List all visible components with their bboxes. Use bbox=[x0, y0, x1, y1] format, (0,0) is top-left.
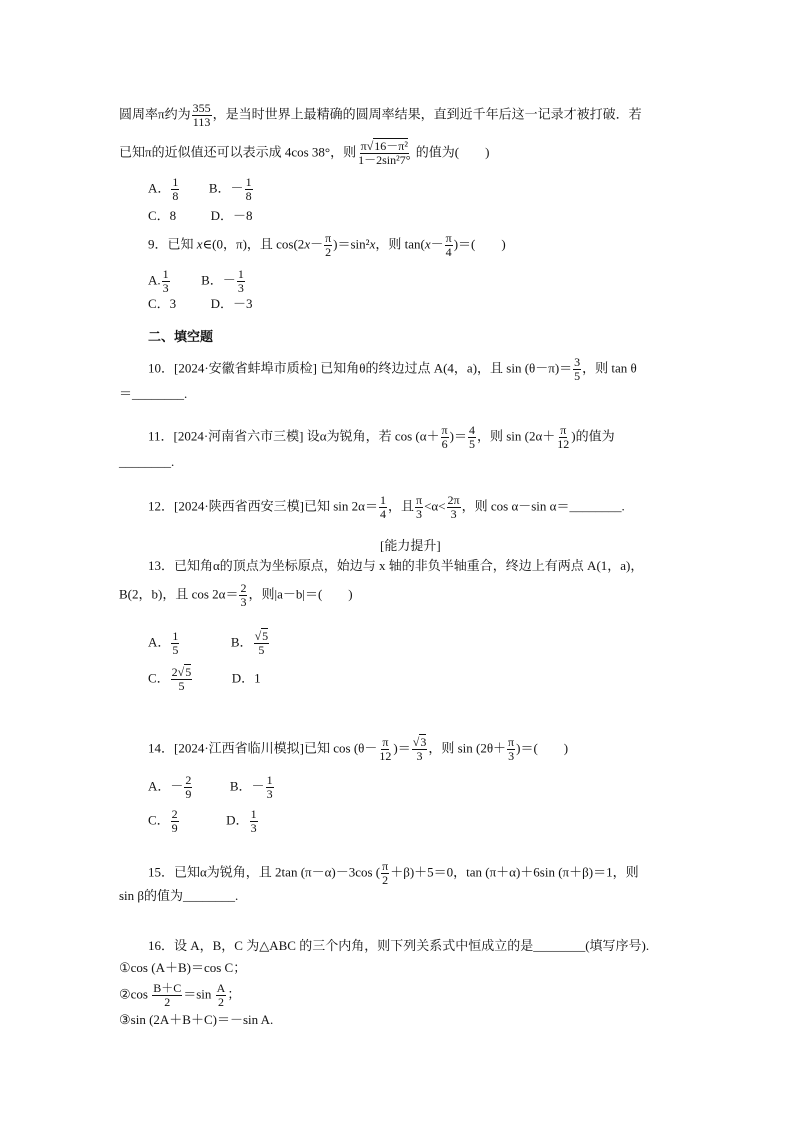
q16-item2: ②cos $\frac{B+C}{2}$ ＝sin $\frac{A}{2}$ ； bbox=[119, 981, 241, 1009]
q13-line1: 13．已知角α的顶点为坐标原点，始边与 x 轴的非负半轴重合，终边上有两点 A(1，a)， bbox=[148, 558, 644, 573]
q10-line2: ＝________. bbox=[119, 386, 188, 401]
option-d: D．－8 bbox=[210, 208, 253, 223]
fraction-pi-4: $\frac{\pi}{4}$ bbox=[445, 231, 452, 259]
fraction-pi-3: $\frac{\pi}{3}$ bbox=[416, 493, 423, 521]
q14-option-b-fraction: $\frac{1}{3}$ bbox=[266, 773, 273, 801]
fraction-pi-2-b: $\frac{\pi}{2}$ bbox=[382, 859, 389, 887]
q13-option-c-fraction: $\frac{2√5}{5}$ bbox=[171, 665, 192, 693]
option-b-fraction: $\frac{1}{8}$ bbox=[245, 175, 252, 203]
q14-option-d-fraction: $\frac{1}{3}$ bbox=[250, 807, 257, 835]
fraction-pi-sqrt: $\frac{\text{π√16－π²}}{\text{1－2sin²7°}}$ bbox=[358, 139, 411, 167]
q15-line1: 15．已知α为锐角，且 2tan (π－α)－3cos ( $\frac{\pi}{2}$ ＋β)＋5＝0，tan (π＋α)＋6sin (π＋β)＝1，则 bbox=[148, 859, 639, 887]
fraction-pi-12-b: $\frac{\pi}{12}$ bbox=[379, 735, 392, 763]
fraction-sqrt3-3: $\frac{√3}{3}$ bbox=[412, 735, 427, 763]
fraction-pi-2: $\frac{\pi}{2}$ bbox=[325, 231, 332, 259]
q14-option-a-fraction: $\frac{2}{9}$ bbox=[185, 773, 192, 801]
intro2-text-b: 的值为( ) bbox=[415, 144, 490, 160]
fraction-4-5: $\frac{4}{5}$ bbox=[468, 423, 475, 451]
intro-line-1 bbox=[119, 102, 642, 129]
q11-line2: ________. bbox=[119, 454, 175, 469]
q13-line2: B(2，b)，且 cos 2α＝ $\frac{2}{3}$ ，则|a－b|＝( ) bbox=[119, 581, 353, 609]
fraction-1-4: $\frac{1}{4}$ bbox=[379, 493, 386, 521]
section-title: 二、填空题 bbox=[148, 330, 214, 345]
fraction-pi-3-b: $\frac{\pi}{3}$ bbox=[508, 735, 515, 763]
q10-line1: 10．[2024·安徽省蚌埠市质检] 已知角θ的终边过点 A(4，a)，且 sin (θ－π)＝ $\frac{3}{5}$ ，则 tan θ bbox=[148, 355, 637, 383]
fraction-3-5: $\frac{3}{5}$ bbox=[574, 355, 581, 383]
fraction-355-113: $\frac{355}{113}$ bbox=[192, 101, 211, 129]
fraction-a-2: $\frac{A}{2}$ bbox=[216, 981, 226, 1009]
q9-stem: 9．已知 x∈(0，π)，且 cos(2x－ $\frac{\pi}{2}$ )＝sin²x，则 tan(x－ $\frac{\pi}{4}$ )＝( ) bbox=[148, 231, 506, 259]
fraction-2-3: $\frac{2}{3}$ bbox=[240, 581, 247, 609]
option-a-fraction: $\frac{1}{8}$ bbox=[172, 175, 179, 203]
q16-item1: ①cos (A＋B)＝cos C； bbox=[119, 960, 247, 975]
option-b-label: B．－ bbox=[208, 180, 244, 196]
q13-options-row2: C． $\frac{2√5}{5}$ D．1 bbox=[148, 665, 261, 693]
q14-options-row1: A．－ $\frac{2}{9}$ B．－ $\frac{1}{3}$ bbox=[148, 773, 273, 801]
fraction-2pi-3: $\frac{2\pi}{3}$ bbox=[447, 493, 460, 521]
option-a-label: A． bbox=[148, 180, 171, 196]
q13-option-b-fraction: $\frac{√5}{5}$ bbox=[254, 629, 269, 657]
q11-line1: 11．[2024·河南省六市三模] 设α为锐角，若 cos (α＋ $\frac{\pi}{6}$ )＝ $\frac{4}{5}$ ，则 sin (2α＋ $\frac{\pi}{12}$ )的值为 bbox=[148, 423, 615, 451]
fraction-pi-6: $\frac{\pi}{6}$ bbox=[441, 423, 448, 451]
q9-options-row1: A. $\frac{1}{3}$ B．－ $\frac{1}{3}$ bbox=[148, 267, 244, 295]
q16-item3: ③sin (2A＋B＋C)＝－sin A. bbox=[119, 1012, 274, 1027]
q14-option-c-fraction: $\frac{2}{9}$ bbox=[171, 807, 178, 835]
q14-line1: 14．[2024·江西省临川模拟]已知 cos (θ－ $\frac{\pi}{12}$ )＝ $\frac{√3}{3}$ ，则 sin (2θ＋ $\frac{\pi}{3}$ )＝( ) bbox=[148, 735, 569, 763]
q15-line2: sin β的值为________. bbox=[119, 888, 239, 903]
q14-options-row2: C． $\frac{2}{9}$ D． $\frac{1}{3}$ bbox=[148, 807, 257, 835]
fraction-pi-12: $\frac{\pi}{12}$ bbox=[557, 423, 570, 451]
intro-line-2 bbox=[119, 140, 489, 167]
intro-text-a: 圆周率π约为 bbox=[119, 106, 191, 122]
option-c: C．8 bbox=[148, 208, 177, 223]
q9-option-a-fraction: $\frac{1}{3}$ bbox=[162, 267, 169, 295]
ability-title: [能力提升] bbox=[380, 538, 441, 553]
intro-text-b: ，是当时世界上最精确的圆周率结果，直到近千年后这一记录才被打破．若 bbox=[212, 106, 642, 122]
q16-line1: 16．设 A，B，C 为△ABC 的三个内角，则下列关系式中恒成立的是________(填写序号). bbox=[148, 938, 650, 953]
q8-options-row2 bbox=[148, 208, 253, 224]
q13-options-row1: A． $\frac{1}{5}$ B． $\frac{√5}{5}$ bbox=[148, 629, 269, 657]
intro2-text-a: 已知π的近似值还可以表示成 4cos 38°，则 bbox=[119, 144, 357, 160]
q8-options-row1 bbox=[148, 176, 254, 203]
fraction-bc-2: $\frac{B+C}{2}$ bbox=[153, 981, 182, 1009]
q13-option-a-fraction: $\frac{1}{5}$ bbox=[172, 629, 179, 657]
q9-option-b-fraction: $\frac{1}{3}$ bbox=[237, 267, 244, 295]
q12-line1: 12．[2024·陕西省西安三模]已知 sin 2α＝ $\frac{1}{4}$ ，且 $\frac{\pi}{3}$ <α< $\frac{2\pi}{3}$ ，则 cos α－sin α＝________. bbox=[148, 493, 625, 521]
q9-options-row2: C．3 D．－3 bbox=[148, 296, 253, 311]
